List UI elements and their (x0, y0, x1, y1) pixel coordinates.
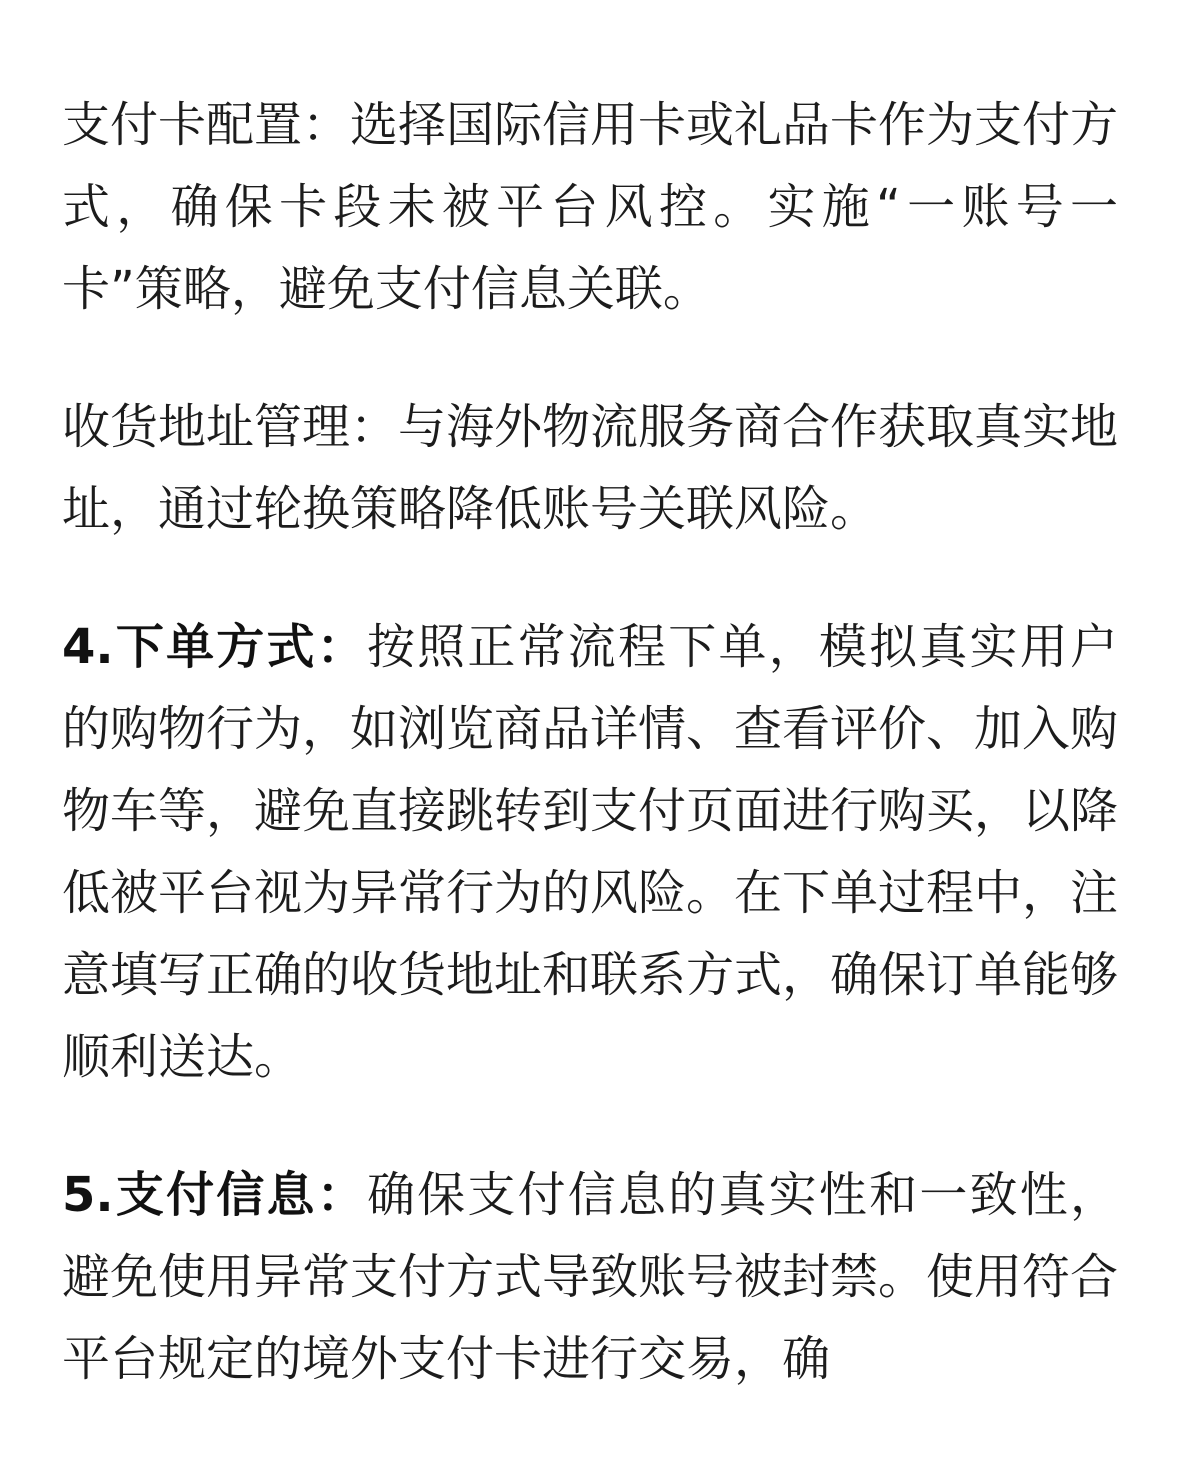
paragraph-text: 按照正常流程下单，模拟真实用户的购物行为，如浏览商品详情、查看评价、加入购物车等，避免直接跳转到支付页面进行购买，以降低被平台视为异常行为的风险。在下单过程中，注意填写正确的收货地址和联系方式，确保订单能够顺利送达。 (62, 619, 1119, 1085)
article-body (62, 84, 1118, 1456)
paragraph-shipping-address (62, 386, 1118, 550)
paragraph-payment-card (62, 84, 1118, 330)
paragraph-heading: 5.支付信息： (62, 1167, 367, 1223)
paragraph-text: 支付卡配置：选择国际信用卡或礼品卡作为支付方式，确保卡段未被平台风控。实施“一账号一卡”策略，避免支付信息关联。 (62, 97, 1119, 317)
paragraph-ordering-method (62, 606, 1118, 1098)
paragraph-text: 确保支付信息的真实性和一致性，避免使用异常支付方式导致账号被封禁。使用符合平台规定的境外支付卡进行交易，确 (62, 1167, 1119, 1387)
paragraph-heading: 4.下单方式： (62, 619, 367, 675)
paragraph-payment-info (62, 1154, 1118, 1400)
paragraph-text: 收货地址管理：与海外物流服务商合作获取真实地址，通过轮换策略降低账号关联风险。 (62, 399, 1119, 537)
